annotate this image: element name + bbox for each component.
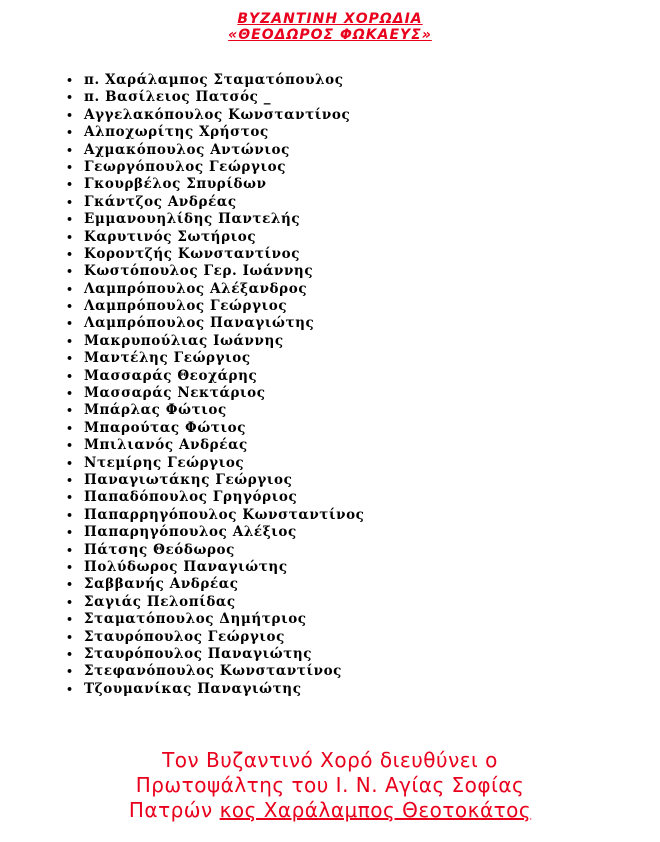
member-item — [66, 594, 365, 611]
member-name: Αχμακόπουλος Αντώνιος — [84, 141, 290, 158]
choir-title: ΒΥΖΑΝΤΙΝΗ ΧΟΡΩΔΙΑ — [237, 11, 423, 27]
member-item — [66, 159, 365, 176]
member-name: Μακρυπούλιας Ιωάννης — [84, 332, 284, 349]
bullet-icon: • — [66, 178, 74, 192]
member-name: Μπιλιανός Ανδρέας — [84, 437, 248, 454]
member-name: Αλποχωρίτης Χρήστος — [84, 124, 269, 141]
member-item — [66, 176, 365, 193]
bullet-icon: • — [66, 526, 74, 540]
bullet-icon: • — [66, 126, 74, 140]
member-item — [66, 211, 365, 228]
member-name: Μπαρούτας Φώτιος — [84, 419, 247, 436]
member-item — [66, 402, 365, 419]
bullet-icon: • — [66, 369, 74, 383]
member-name: Παναγιωτάκης Γεώργιος — [84, 471, 293, 488]
bullet-icon: • — [66, 595, 74, 609]
member-item — [66, 350, 365, 367]
bullet-icon: • — [66, 91, 74, 105]
member-item — [66, 420, 365, 437]
bullet-icon: • — [66, 578, 74, 592]
bullet-icon: • — [66, 143, 74, 157]
member-item — [66, 298, 365, 315]
member-item — [66, 507, 365, 524]
bullet-icon: • — [66, 334, 74, 348]
member-item — [66, 489, 365, 506]
member-name: Πολύδωρος Παναγιώτης — [84, 558, 288, 575]
member-item — [66, 437, 365, 454]
member-name: Γεωργόπουλος Γεώργιος — [84, 158, 287, 175]
bullet-icon: • — [66, 317, 74, 331]
footer-line-3-plain: Πατρών — [128, 798, 220, 822]
bullet-icon: • — [66, 473, 74, 487]
member-item — [66, 333, 365, 350]
member-item — [66, 472, 365, 489]
bullet-icon: • — [66, 282, 74, 296]
member-item — [66, 524, 365, 541]
bullet-icon: • — [66, 74, 74, 87]
member-name: Παπαρρηγόπουλος Κωνσταντίνος — [84, 506, 365, 523]
bullet-icon: • — [66, 647, 74, 661]
member-item — [66, 142, 365, 159]
bullet-icon: • — [66, 421, 74, 435]
bullet-icon: • — [66, 195, 74, 209]
member-name: Λαμπρόπουλος Γεώργιος — [84, 298, 288, 315]
member-name: Μασσαράς Νεκτάριος — [84, 385, 266, 402]
bullet-icon: • — [66, 160, 74, 174]
member-name: Σταυρόπουλος Γεώργιος — [84, 628, 285, 645]
members-list — [66, 72, 365, 698]
member-item — [66, 194, 365, 211]
member-item — [66, 542, 365, 559]
bullet-icon: • — [66, 404, 74, 418]
member-item — [66, 455, 365, 472]
member-item — [66, 281, 365, 298]
bullet-icon: • — [66, 508, 74, 522]
footer-line-2: Πρωτοψάλτης του Ι. Ν. Αγίας Σοφίας — [135, 773, 525, 797]
member-name: Κοροντζής Κωνσταντίνος — [84, 245, 301, 262]
member-item — [66, 315, 365, 332]
member-name: Λαμπρόπουλος Παναγιώτης — [84, 315, 315, 332]
footer-line-3 — [0, 798, 660, 823]
member-name: Μπάρλας Φώτιος — [84, 402, 227, 419]
member-item — [66, 681, 365, 698]
member-name: Μασσαράς Θεοχάρης — [84, 367, 258, 384]
member-item — [66, 611, 365, 628]
member-name: Αγγελακόπουλος Κωνσταντίνος — [84, 106, 351, 123]
member-name: Εμμανουηλίδης Παντελής — [84, 211, 301, 228]
member-item — [66, 646, 365, 663]
member-name: Σταματόπουλος Δημήτριος — [84, 611, 307, 628]
member-item — [66, 629, 365, 646]
member-name: Παπαδόπουλος Γρηγόριος — [84, 489, 298, 506]
bullet-icon: • — [66, 387, 74, 401]
member-item — [66, 559, 365, 576]
member-name: Κωστόπουλος Γερ. Ιωάννης — [84, 263, 314, 280]
bullet-icon: • — [66, 265, 74, 279]
bullet-icon: • — [66, 300, 74, 314]
member-name: Πάτσης Θεόδωρος — [84, 541, 235, 558]
member-name: Γκάντζος Ανδρέας — [84, 193, 237, 210]
member-item — [66, 663, 365, 680]
member-item — [66, 263, 365, 280]
bullet-icon: • — [66, 560, 74, 574]
member-name: Στεφανόπουλος Κωνσταντίνος — [84, 663, 343, 680]
member-name: Σαγιάς Πελοπίδας — [84, 593, 236, 610]
member-name: Λαμπρόπουλος Αλέξανδρος — [84, 280, 308, 297]
footer-line-1: Τον Βυζαντινό Χορό διευθύνει ο — [162, 748, 498, 772]
member-name: π. Χαράλαμπος Σταματόπουλος — [84, 72, 344, 88]
member-item — [66, 89, 365, 106]
member-item — [66, 107, 365, 124]
bullet-icon: • — [66, 630, 74, 644]
bullet-icon: • — [66, 491, 74, 505]
bullet-icon: • — [66, 682, 74, 696]
member-name: Σαββανής Ανδρέας — [84, 576, 239, 593]
member-name: Μαντέλης Γεώργιος — [84, 350, 251, 367]
bullet-icon: • — [66, 213, 74, 227]
member-item — [66, 385, 365, 402]
member-name: Παπαρηγόπουλος Αλέξιος — [84, 524, 297, 541]
conductor-name: κος Χαράλαμπος Θεοτοκάτος — [219, 798, 532, 822]
member-name: Ντεμίρης Γεώργιος — [84, 454, 245, 471]
bullet-icon: • — [66, 456, 74, 470]
member-item — [66, 368, 365, 385]
bullet-icon: • — [66, 352, 74, 366]
bullet-icon: • — [66, 108, 74, 122]
bullet-icon: • — [66, 613, 74, 627]
member-name: Σταυρόπουλος Παναγιώτης — [84, 645, 313, 662]
member-item — [66, 576, 365, 593]
member-item — [66, 72, 365, 89]
bullet-icon: • — [66, 665, 74, 679]
bullet-icon: • — [66, 247, 74, 261]
bullet-icon: • — [66, 439, 74, 453]
member-name: π. Βασίλειος Πατσός _ — [84, 89, 272, 106]
member-name: Τζουμανίκας Παναγιώτης — [84, 680, 302, 697]
member-name: Καρυτινός Σωτήριος — [84, 228, 257, 245]
choir-subtitle: «ΘΕΟΔΩΡΟΣ ΦΩΚΑΕΥΣ» — [228, 27, 432, 43]
bullet-icon: • — [66, 543, 74, 557]
member-item — [66, 246, 365, 263]
member-name: Γκουρβέλος Σπυρίδων — [84, 176, 267, 193]
bullet-icon: • — [66, 230, 74, 244]
member-item — [66, 229, 365, 246]
member-item — [66, 124, 365, 141]
